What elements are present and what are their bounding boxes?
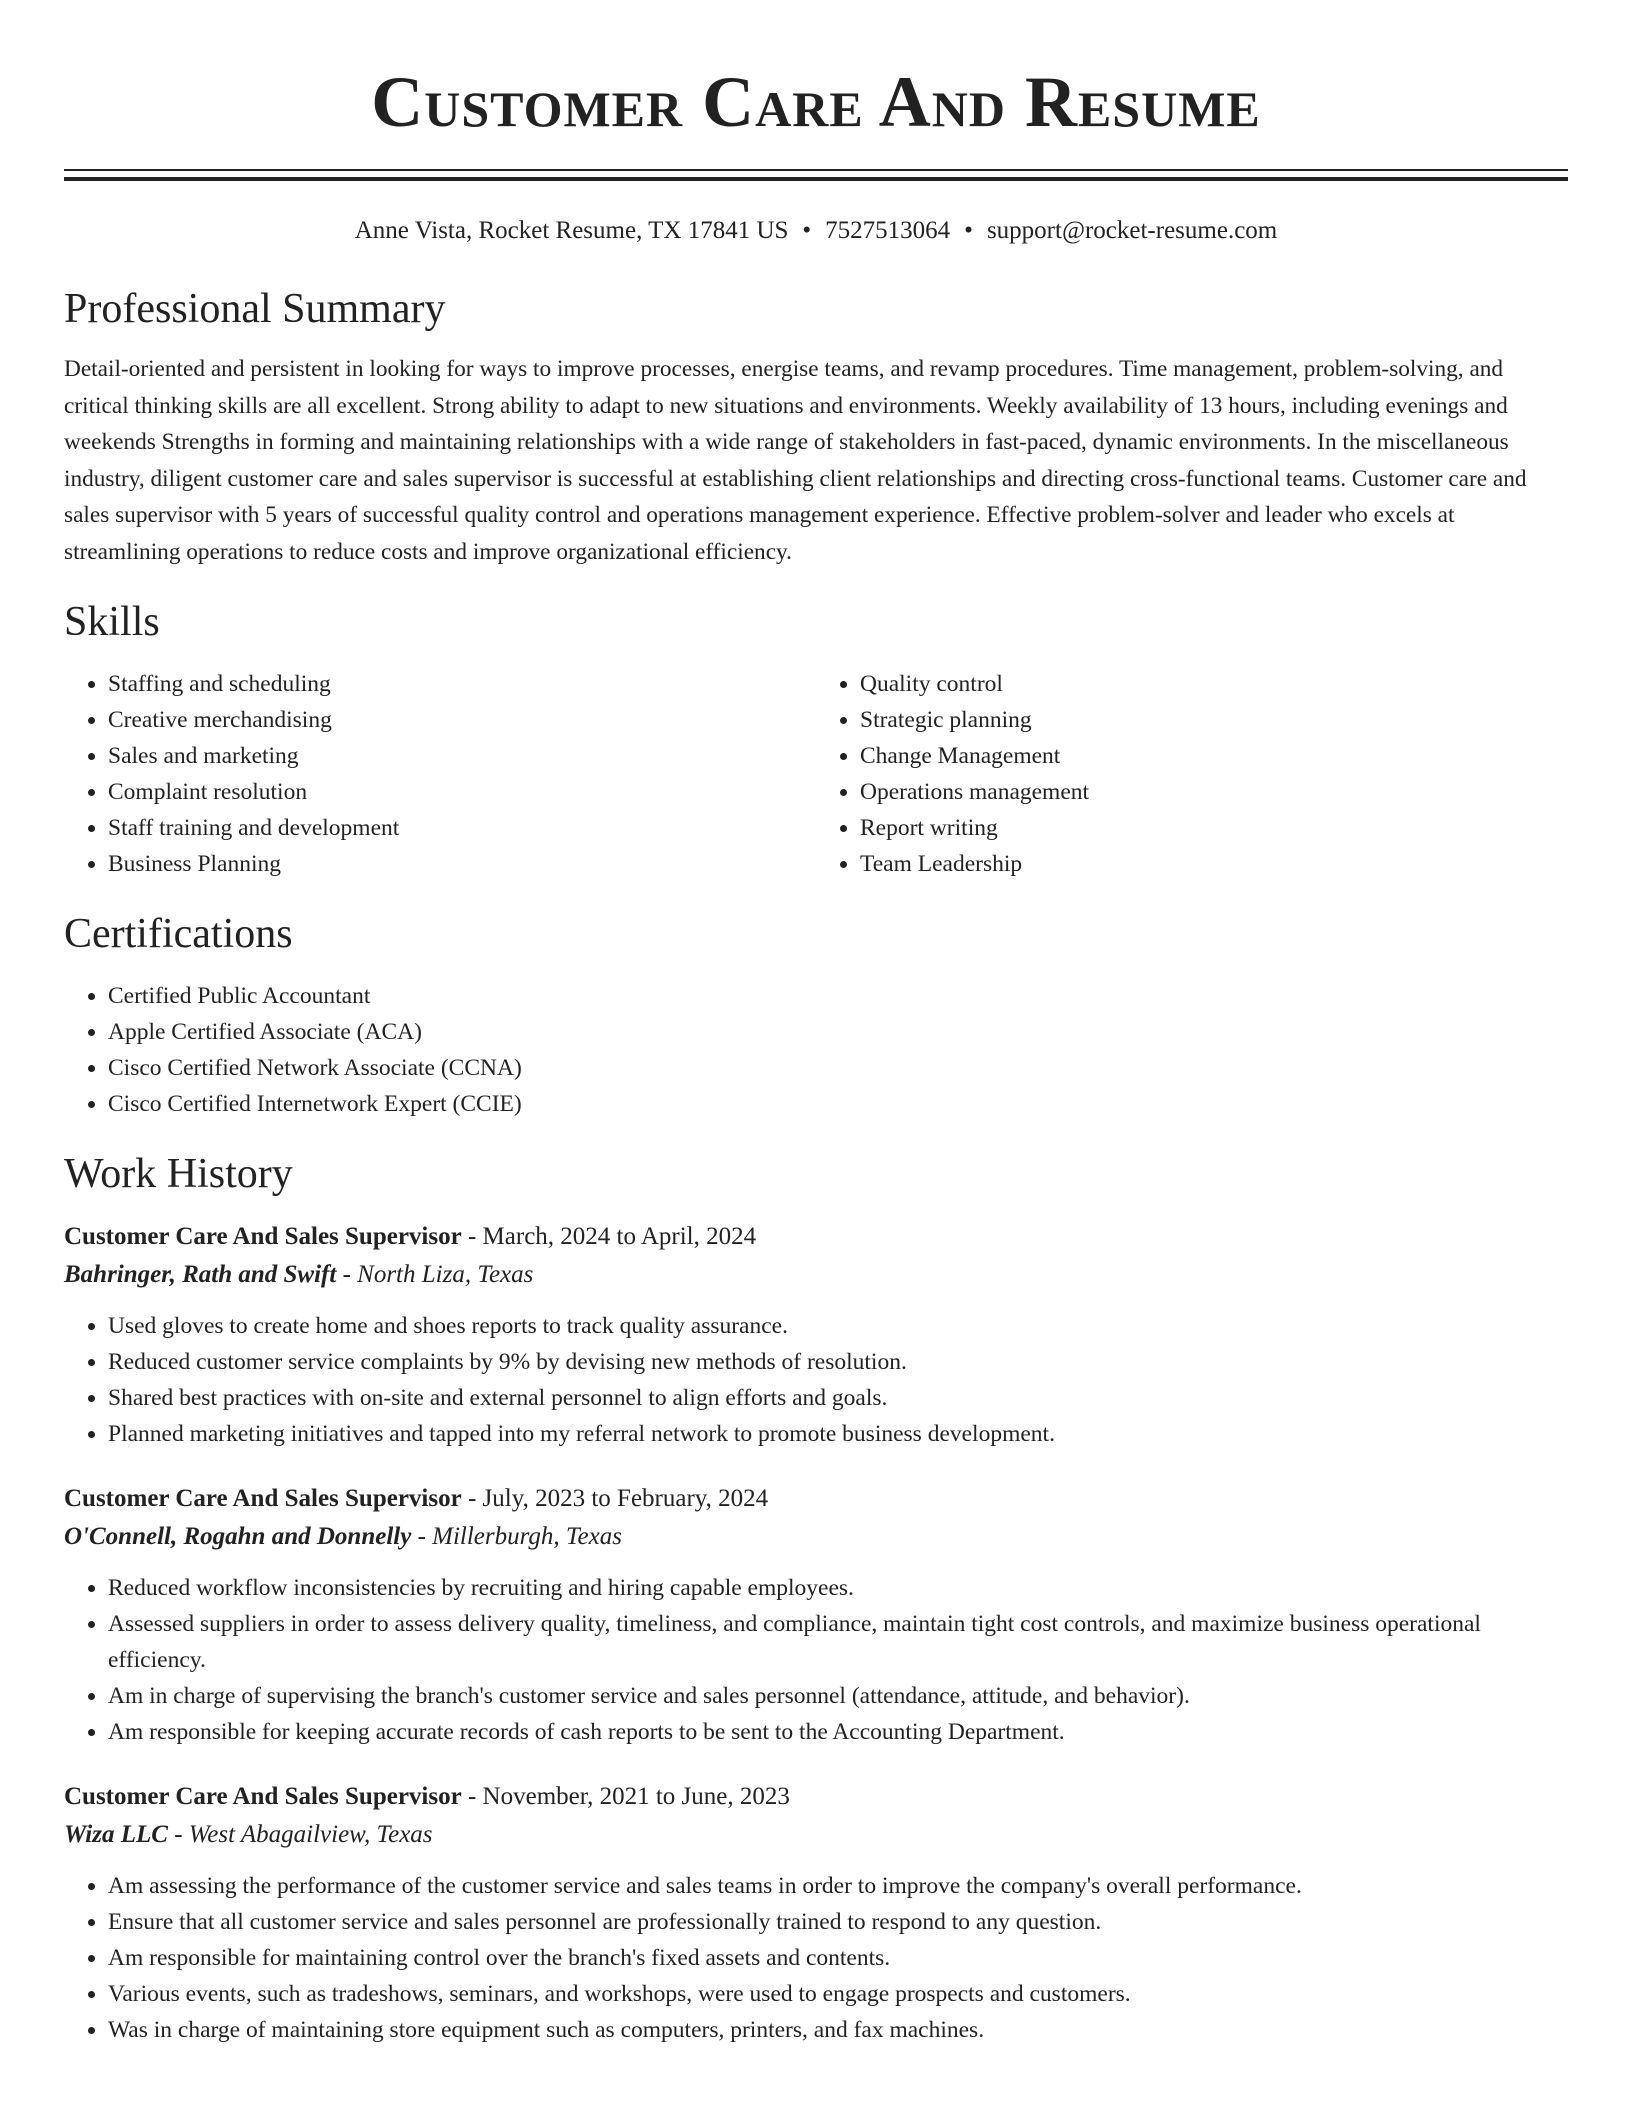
job-company: Bahringer, Rath and Swift (64, 1261, 337, 1288)
certifications-list (64, 978, 1568, 1122)
skill-item: • Business Planning (108, 846, 816, 882)
job-dates: March, 2024 to April, 2024 (482, 1223, 757, 1250)
job-bullets (64, 1570, 1568, 1750)
job-bullet: • Assessed suppliers in order to assess delivery quality, timeliness, and compliance, maintain tight cost controls, and maximize business operational efficiency. (108, 1606, 1568, 1678)
resume-title: Customer Care And Resume (371, 62, 1261, 142)
certification-item: • Certified Public Accountant (108, 978, 1568, 1014)
skill-item: • Strategic planning (860, 702, 1568, 738)
skills-heading: Skills (64, 599, 160, 645)
job-title: Customer Care And Sales Supervisor (64, 1485, 462, 1512)
job-company: Wiza LLC (64, 1821, 168, 1848)
contact-address: Anne Vista, Rocket Resume, TX 17841 US (354, 217, 789, 244)
job-company-line (64, 1518, 1568, 1556)
job-bullet: • Reduced customer service complaints by 9% by devising new methods of resolution. (108, 1344, 1568, 1380)
contact-line (64, 215, 1568, 247)
certification-item: • Cisco Certified Network Associate (CCNA) (108, 1050, 1568, 1086)
skill-item: • Complaint resolution (108, 774, 816, 810)
job-title-line (64, 1480, 1568, 1518)
skill-item: • Quality control (860, 666, 1568, 702)
job-bullets (64, 1308, 1568, 1452)
certification-item: • Cisco Certified Internetwork Expert (CCIE) (108, 1086, 1568, 1122)
skill-item: • Report writing (860, 810, 1568, 846)
certifications-heading: Certifications (64, 911, 293, 957)
job-bullet: • Am in charge of supervising the branch's customer service and sales personnel (attendance, attitude, and behavior). (108, 1678, 1568, 1714)
skills-list-right (816, 666, 1568, 882)
contact-phone: 7527513064 (825, 217, 951, 244)
job-bullet: • Used gloves to create home and shoes reports to track quality assurance. (108, 1308, 1568, 1344)
job-bullet: • Am responsible for maintaining control over the branch's fixed assets and contents. (108, 1940, 1568, 1976)
job-dates: July, 2023 to February, 2024 (482, 1485, 769, 1512)
job-dash: - (167, 1821, 189, 1848)
skill-item: • Staff training and development (108, 810, 816, 846)
job-dash: - (461, 1783, 483, 1810)
skill-item: • Creative merchandising (108, 702, 816, 738)
job-entry (64, 1778, 1568, 2048)
summary-text: Detail-oriented and persistent in looking for ways to improve processes, energise teams, and revamp procedures. Time management, problem-solving, and critical thinking skills are all excellent. Strong ability to adapt to new situations and environments. Weekly availability of 13 hours, including evenings and weekends Strengths in forming and maintaining relationships with a wide range of stakeholders in fast-paced, dynamic environments. In the miscellaneous industry, diligent customer care and sales supervisor is successful at establishing client relationships and directing cross-functional teams. Customer care and sales supervisor with 5 years of successful quality control and operations management experience. Effective problem-solver and leader who excels at streamlining operations to reduce costs and improve organizational efficiency. (64, 356, 1527, 565)
job-dash: - (461, 1485, 483, 1512)
job-bullet: • Reduced workflow inconsistencies by recruiting and hiring capable employees. (108, 1570, 1568, 1606)
job-title-line (64, 1778, 1568, 1816)
job-company-line (64, 1256, 1568, 1294)
summary-heading: Professional Summary (64, 286, 446, 332)
skill-item: • Team Leadership (860, 846, 1568, 882)
job-title: Customer Care And Sales Supervisor (64, 1223, 462, 1250)
job-dash: - (336, 1261, 358, 1288)
contact-email: support@rocket-resume.com (986, 217, 1278, 244)
job-bullet: • Various events, such as tradeshows, seminars, and workshops, were used to engage prospects and customers. (108, 1976, 1568, 2012)
skills-list-left (64, 666, 816, 882)
title-divider-thick (64, 177, 1568, 181)
job-dash: - (411, 1523, 433, 1550)
job-bullet: • Ensure that all customer service and sales personnel are professionally trained to respond to any question. (108, 1904, 1568, 1940)
job-location: Millerburgh, Texas (432, 1523, 622, 1550)
skill-item: • Change Management (860, 738, 1568, 774)
job-entry (64, 1218, 1568, 1452)
job-title-line (64, 1218, 1568, 1256)
job-bullet: • Planned marketing initiatives and tapped into my referral network to promote business development. (108, 1416, 1568, 1452)
job-location: North Liza, Texas (357, 1261, 534, 1288)
job-bullet: • Am responsible for keeping accurate records of cash reports to be sent to the Accounting Department. (108, 1714, 1568, 1750)
job-company: O'Connell, Rogahn and Donnelly (64, 1523, 412, 1550)
job-dates: November, 2021 to June, 2023 (482, 1783, 790, 1810)
job-bullets (64, 1868, 1568, 2048)
job-company-line (64, 1816, 1568, 1854)
job-title: Customer Care And Sales Supervisor (64, 1783, 462, 1810)
job-bullet: • Was in charge of maintaining store equipment such as computers, printers, and fax machines. (108, 2012, 1568, 2048)
contact-separator: • (964, 217, 973, 244)
job-bullet: • Shared best practices with on-site and external personnel to align efforts and goals. (108, 1380, 1568, 1416)
title-divider-thin (64, 169, 1568, 171)
contact-separator: • (802, 217, 812, 244)
skill-item: • Operations management (860, 774, 1568, 810)
work-history-heading: Work History (64, 1151, 293, 1197)
skill-item: • Sales and marketing (108, 738, 816, 774)
skill-item: • Staffing and scheduling (108, 666, 816, 702)
job-dash: - (461, 1223, 483, 1250)
job-entry (64, 1480, 1568, 1750)
skills-columns (64, 666, 1568, 882)
job-location: West Abagailview, Texas (188, 1821, 433, 1848)
certification-item: • Apple Certified Associate (ACA) (108, 1014, 1568, 1050)
job-bullet: • Am assessing the performance of the customer service and sales teams in order to improve the company's overall performance. (108, 1868, 1568, 1904)
